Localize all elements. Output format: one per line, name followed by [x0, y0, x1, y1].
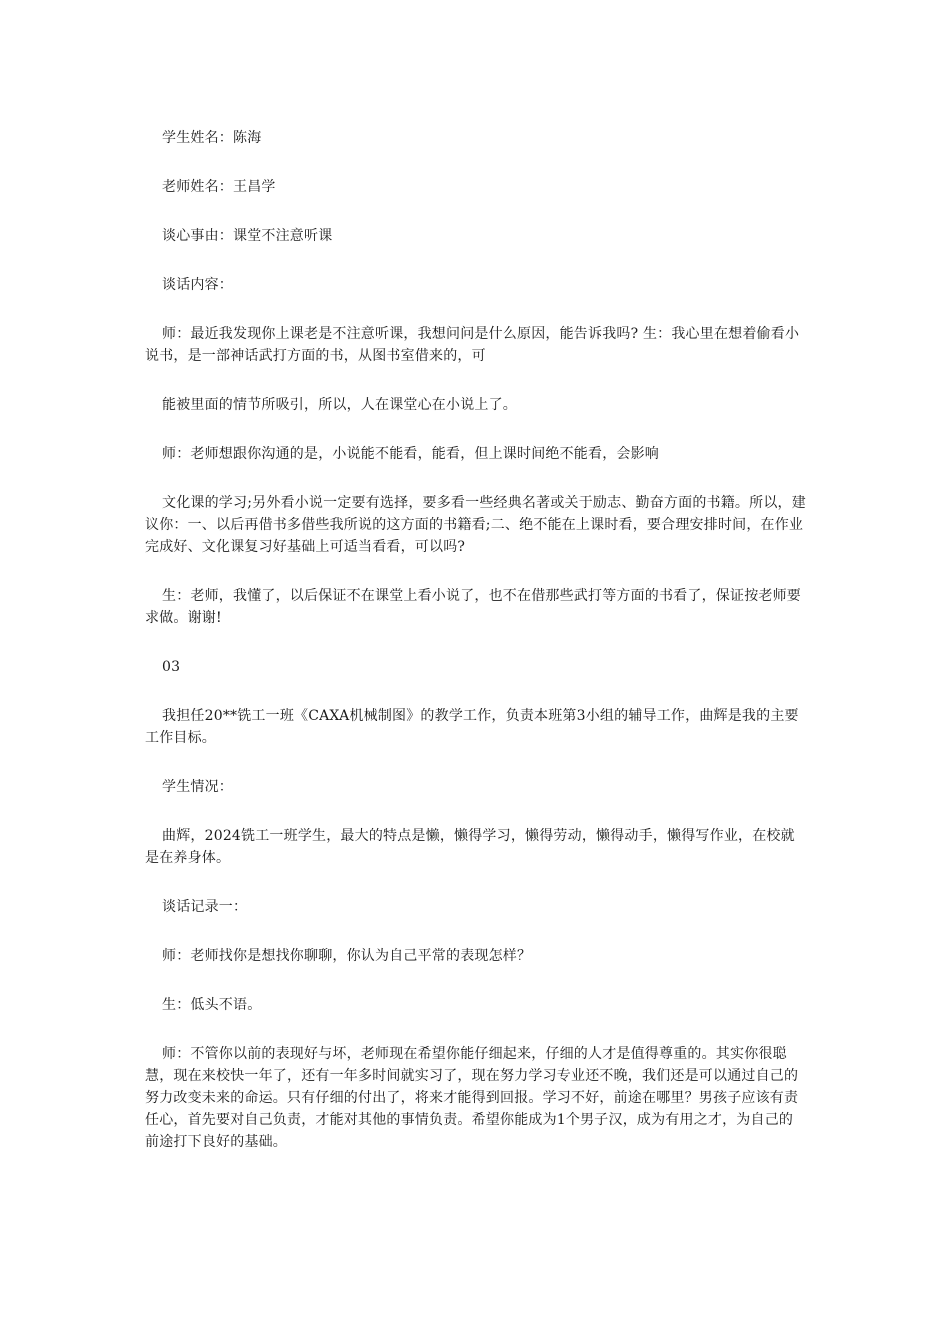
talk-content-heading: 谈话内容： [162, 277, 233, 293]
student-situation-paragraph: 曲辉，2024铣工一班学生，最大的特点是懒，懒得学习，懒得劳动，懒得动手，懒得写作业，在校就是在养身体。 [145, 828, 795, 866]
talk-record-heading: 谈话记录一： [162, 899, 248, 915]
document-body [145, 127, 807, 1180]
dialogue-paragraph: 师：不管你以前的表现好与坏，老师现在希望你能仔细起来，仔细的人才是值得尊重的。其实你很聪慧，现在来校快一年了，还有一年多时间就实习了，现在努力学习专业还不晚，我们还是可以通过自己的努力改变未来的命运。只有仔细的付出了，将来才能得到回报。学习不好，前途在哪里？男孩子应该有责任心，首先要对自己负责，才能对其他的事情负责。希望你能成为1个男子汉，成为有用之才，为自己的前途打下良好的基础。 [145, 1046, 799, 1150]
dialogue-paragraph: 师：老师想跟你沟通的是，小说能不能看，能看，但上课时间绝不能看，会影响 [162, 446, 659, 462]
dialogue-paragraph: 师：最近我发现你上课老是不注意听课，我想问问是什么原因，能告诉我吗? 生：我心里在想着偷看小说书，是一部神话武打方面的书，从图书室借来的，可 [145, 326, 800, 364]
dialogue-paragraph: 生：低头不语。 [162, 997, 262, 1013]
talk-reason-line: 谈心事由：课堂不注意听课 [162, 228, 333, 244]
dialogue-paragraph: 师：老师找你是想找你聊聊，你认为自己平常的表现怎样？ [162, 948, 532, 964]
student-situation-heading: 学生情况： [162, 779, 233, 795]
dialogue-paragraph: 能被里面的情节所吸引，所以，人在课堂心在小说上了。 [162, 397, 517, 413]
dialogue-paragraph: 生：老师，我懂了，以后保证不在课堂上看小说了，也不在借那些武打等方面的书看了，保证按老师要求做。谢谢! [145, 588, 801, 626]
section-number: 03 [162, 659, 181, 675]
dialogue-paragraph: 文化课的学习;另外看小说一定要有选择，要多看一些经典名著或关于励志、勤奋方面的书籍。所以，建议你：一、以后再借书多借些我所说的这方面的书籍看;二、绝不能在上课时看，要合理安排时间，在作业完成好、文化课复习好基础上可适当看看，可以吗? [145, 495, 806, 555]
intro-paragraph: 我担任20**铣工一班《CAXA机械制图》的教学工作，负责本班第3小组的辅导工作，曲辉是我的主要工作目标。 [145, 708, 799, 746]
student-name-line: 学生姓名：陈海 [162, 130, 262, 146]
teacher-name-line: 老师姓名：王昌学 [162, 179, 276, 195]
